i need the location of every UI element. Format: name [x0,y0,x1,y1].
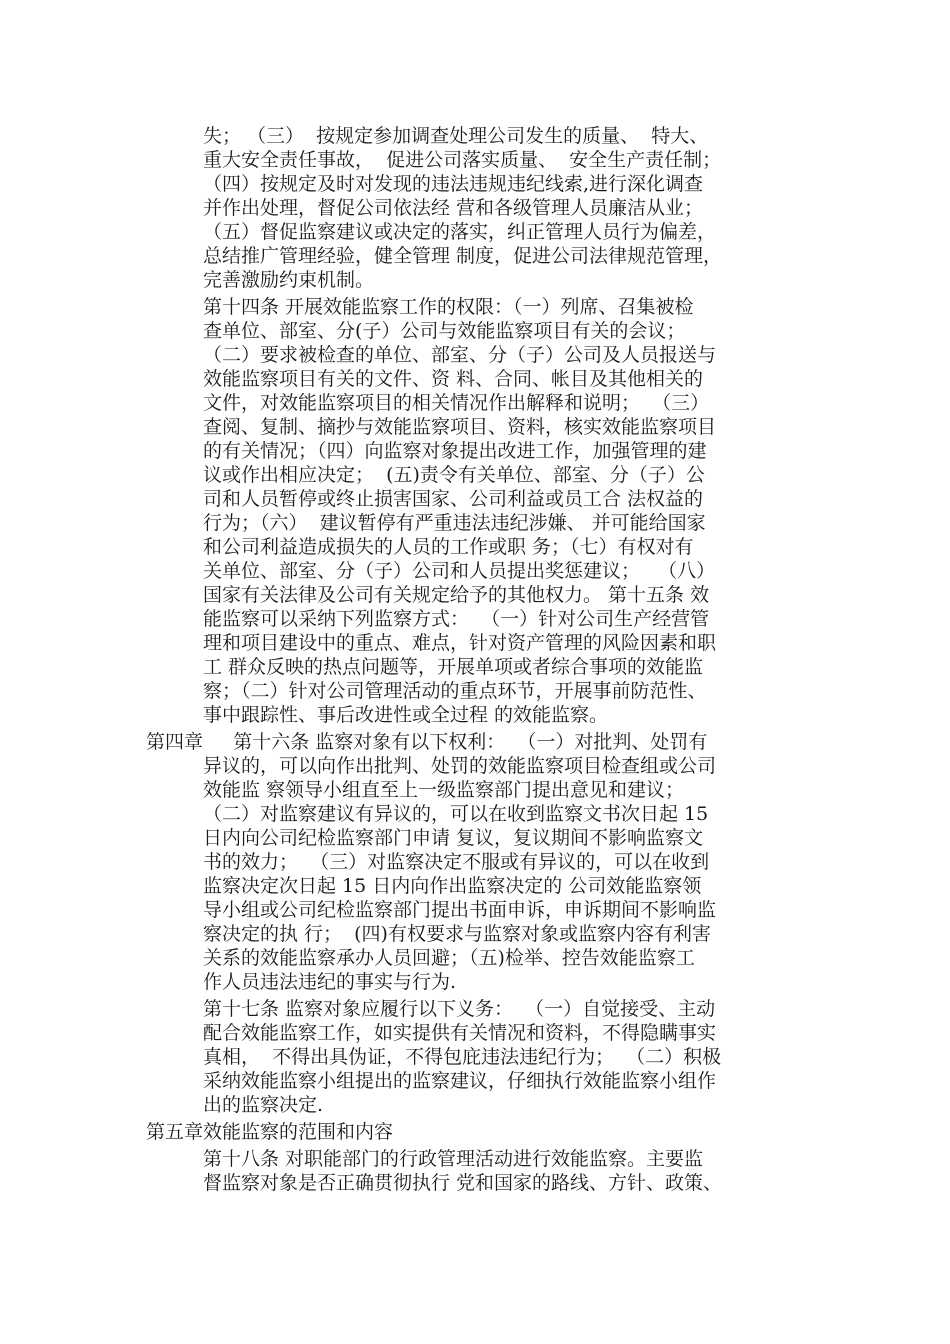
text-line: 能监察可以采纳下列监察方式： （一）针对公司生产经营管 [203,608,710,630]
text-line: 察决定的执 行； (四)有权要求与监察对象或监察内容有利害 [203,923,711,945]
text-line: （二）对监察建议有异议的，可以在收到监察文书次日起 15 [203,803,709,825]
text-line: 事中跟踪性、事后改进性或全过程 的效能监察。 [203,704,609,726]
text-line: 效能监 察领导小组直至上一级监察部门提出意见和建议； [203,779,685,801]
text-line: 议或作出相应决定； (五)责令有关单位、部室、分（子）公 [203,464,705,486]
text-line: 国家有关法律及公司有关规定给予的其他权力。 第十五条 效 [203,584,710,606]
text-line: 关系的效能监察承办人员回避；（五)检举、控告效能监察工 [203,947,695,969]
text-line: 总结推广管理经验，健全管理 制度，促进公司法律规范管理， [203,245,723,267]
text-line: 行为；（六） 建议暂停有严重违法违纪涉嫌、 并可能给国家 [203,512,706,534]
text-line: 书的效力； （三）对监察决定不服或有异议的，可以在收到 [203,851,710,873]
text-line: 文件，对效能监察项目的相关情况作出解释和说明； （三） [203,392,710,414]
text-line: 导小组或公司纪检监察部门提出书面申诉，申诉期间不影响监 [203,899,717,921]
article-18-heading: 第十八条 对职能部门的行政管理活动进行效能监察。主要监 [203,1148,704,1170]
text-line: 采纳效能监察小组提出的监察建议，仔细执行效能监察小组作 [203,1070,717,1092]
text-line: 的有关情况；（四）向监察对象提出改进工作，加强管理的建 [203,440,707,462]
text-line: 工 群众反映的热点问题等，开展单项或者综合事项的效能监 [203,656,704,678]
text-line: 和公司利益造成损失的人员的工作或职 务；（七）有权对有 [203,536,694,558]
text-line: 配合效能监察工作，如实提供有关情况和资料，不得隐瞒事实 [203,1022,717,1044]
article-14-heading: 第十四条 开展效能监察工作的权限：（一）列席、召集被检 [203,296,694,318]
text-line: 真相， 不得出具伪证，不得包庇违法违纪行为； （二）积极 [203,1046,722,1068]
text-line: （五）督促监察建议或决定的落实，纠正管理人员行为偏差， [203,221,717,243]
article-17-heading: 第十七条 监察对象应履行以下义务： （一）自觉接受、主动 [203,998,716,1020]
text-line: 查阅、复制、摘抄与效能监察项目、资料，核实效能监察项目 [203,416,717,438]
text-line: 重大安全责任事故， 促进公司落实质量、 安全生产责任制； [203,149,722,171]
text-line: 理和项目建设中的重点、难点，针对资产管理的风险因素和职 [203,632,717,654]
text-line: 异议的，可以向作出批判、处罚的效能监察项目检查组或公司 [203,755,717,777]
text-line: 关单位、部室、分（子）公司和人员提出奖惩建议； （八） [203,560,716,582]
text-line: 监察决定次日起 15 日内向作出监察决定的 公司效能监察领 [203,875,702,897]
text-line: 失； （三） 按规定参加调查处理公司发生的质量、 特大、 [203,125,709,147]
text-line: 效能监察项目有关的文件、资 料、合同、帐目及其他相关的 [203,368,704,390]
chapter-5-heading: 第五章效能监察的范围和内容 [146,1121,394,1143]
text-line: 并作出处理，督促公司依法经 营和各级管理人员廉洁从业； [203,197,704,219]
text-line: 查单位、部室、分(子）公司与效能监察项目有关的会议； [203,320,686,342]
text-line: 督监察对象是否正确贯彻执行 党和国家的路线、方针、政策、 [203,1172,723,1194]
text-line: 完善激励约束机制。 [203,269,375,291]
text-line: 日内向公司纪检监察部门申请 复议，复议期间不影响监察文 [203,827,704,849]
text-line: （四）按规定及时对发现的违法违规违纪线索,进行深化调查 [203,173,704,195]
text-line: 司和人员暂停或终止损害国家、公司利益或员工合 法权益的 [203,488,704,510]
text-line: （二）要求被检查的单位、部室、分（子）公司及人员报送与 [203,344,717,366]
chapter-4-heading: 第四章 第十六条 监察对象有以下权利： （一）对批判、处罚有 [146,731,708,753]
text-line: 察；（二）针对公司管理活动的重点环节，开展事前防范性、 [203,680,707,702]
text-line: 出的监察决定. [203,1094,324,1116]
text-line: 作人员违法违纪的事实与行为. [203,971,457,993]
